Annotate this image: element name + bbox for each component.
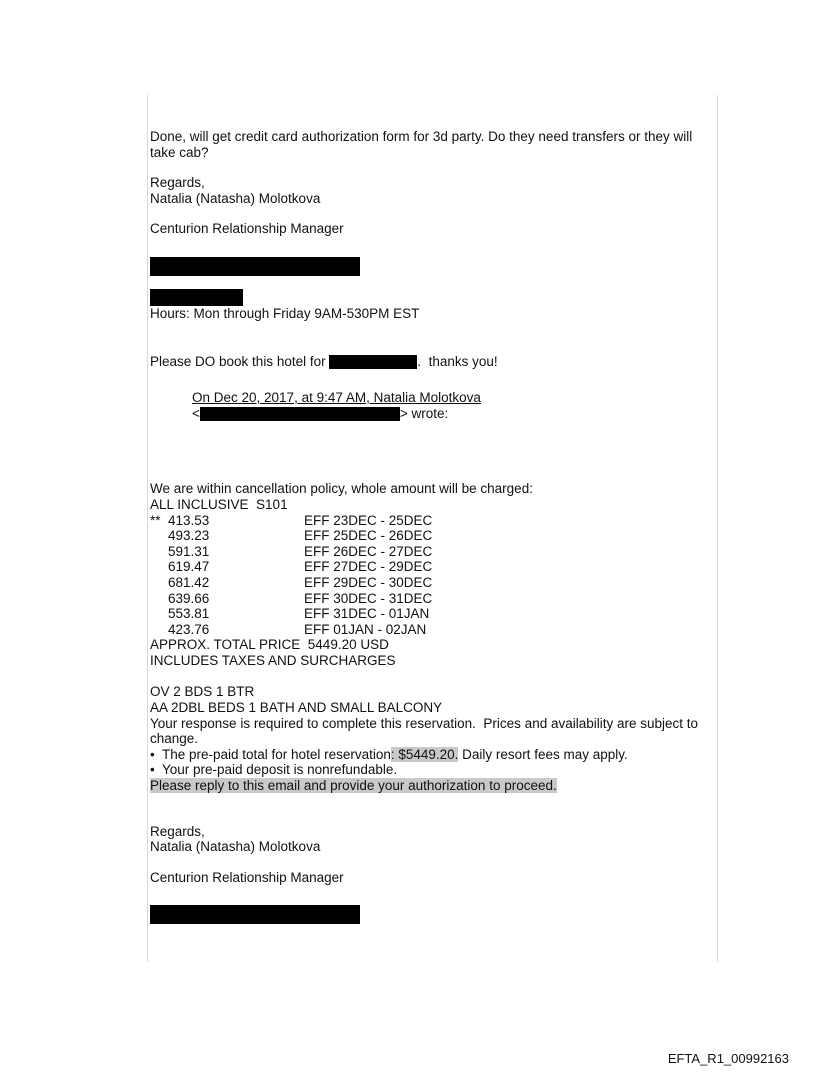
reply-intro: Done, will get credit card authorization form for 3d party. Do they need transfers or they will take cab? (150, 129, 697, 160)
rate-eff-dates: EFF 27DEC - 29DEC (304, 559, 433, 575)
rate-amount: 681.42 (168, 574, 210, 590)
rate-eff-dates: EFF 30DEC - 31DEC (304, 590, 433, 606)
reply-hours: Hours: Mon through Friday 9AM-530PM EST (150, 305, 420, 321)
rate-row (150, 606, 715, 622)
cancellation-notice: We are within cancellation policy, whole amount will be charged: (150, 481, 533, 497)
rate-amount: 619.47 (168, 559, 210, 575)
bates-number: EFTA_R1_00992163 (667, 1051, 789, 1066)
rate-row (150, 559, 715, 575)
angle-open: < (192, 405, 200, 421)
rate-row (150, 544, 715, 560)
rate-row (150, 622, 715, 638)
redaction-bar-contact-1 (150, 257, 360, 276)
rate-amount: 413.53 (168, 512, 210, 528)
rate-eff-dates: EFF 23DEC - 25DEC (304, 512, 433, 528)
rate-plan: ALL INCLUSIVE S101 (150, 496, 288, 512)
rate-amount: 493.23 (168, 528, 210, 544)
quoted-sender-title: Centurion Relationship Manager (150, 869, 344, 885)
quote-date-line: On Dec 20, 2017, at 9:47 AM, Natalia Molotkova (192, 390, 481, 406)
rate-row (150, 591, 715, 607)
reply-regards: Regards, (150, 175, 205, 191)
approx-total: APPROX. TOTAL PRICE 5449.20 USD (150, 637, 389, 653)
rate-amount: 553.81 (168, 606, 210, 622)
quoted-message-header (192, 390, 715, 421)
rate-eff-dates: EFF 25DEC - 26DEC (304, 528, 433, 544)
rate-prefix: ** (150, 512, 161, 528)
redaction-bar-contact-2 (150, 289, 243, 306)
authorization-request (150, 778, 715, 794)
bullet-total-pre: • The pre-paid total for hotel reservation (150, 746, 391, 762)
redaction-bar-email-address (200, 407, 400, 421)
bullet-total-post: Daily resort fees may apply. (458, 746, 628, 762)
rate-eff-dates: EFF 26DEC - 27DEC (304, 543, 433, 559)
angle-close: > wrote: (399, 405, 449, 421)
reply-sender-title: Centurion Relationship Manager (150, 221, 344, 237)
taxes-note: INCLUDES TAXES AND SURCHARGES (150, 652, 396, 668)
rate-eff-dates: EFF 01JAN - 02JAN (304, 621, 427, 637)
redaction-bar-contact-3 (150, 905, 360, 924)
rate-eff-dates: EFF 31DEC - 01JAN (304, 606, 430, 622)
rate-eff-dates: EFF 29DEC - 30DEC (304, 574, 433, 590)
room-code: OV 2 BDS 1 BTR (150, 684, 255, 700)
rate-amount: 591.31 (168, 543, 210, 559)
rate-row (150, 575, 715, 591)
book-request-line (150, 354, 715, 370)
rate-row (150, 528, 715, 544)
room-description: AA 2DBL BEDS 1 BATH AND SMALL BALCONY (150, 700, 443, 716)
bullet-prepaid-total (150, 747, 715, 763)
rate-row (150, 513, 715, 529)
redaction-bar-guest-name (329, 355, 417, 369)
quote-email-line (192, 406, 715, 422)
rate-amount: 639.66 (168, 590, 210, 606)
email-document (147, 95, 718, 962)
quoted-regards: Regards, (150, 823, 205, 839)
bullet-total-amount-highlight: : $5449.20. (390, 746, 459, 762)
reply-sender-name: Natalia (Natasha) Molotkova (150, 190, 321, 206)
book-request-before: Please DO book this hotel for (150, 353, 330, 369)
response-required: Your response is required to complete this reservation. Prices and availability are subject to change. (150, 715, 702, 747)
authorization-request-highlight: Please reply to this email and provide your authorization to proceed. (150, 778, 557, 794)
quoted-sender-name: Natalia (Natasha) Molotkova (150, 839, 321, 855)
bullet-deposit: • Your pre-paid deposit is nonrefundable. (150, 762, 398, 778)
rate-amount: 423.76 (168, 621, 210, 637)
book-request-after: . thanks you! (417, 353, 498, 369)
